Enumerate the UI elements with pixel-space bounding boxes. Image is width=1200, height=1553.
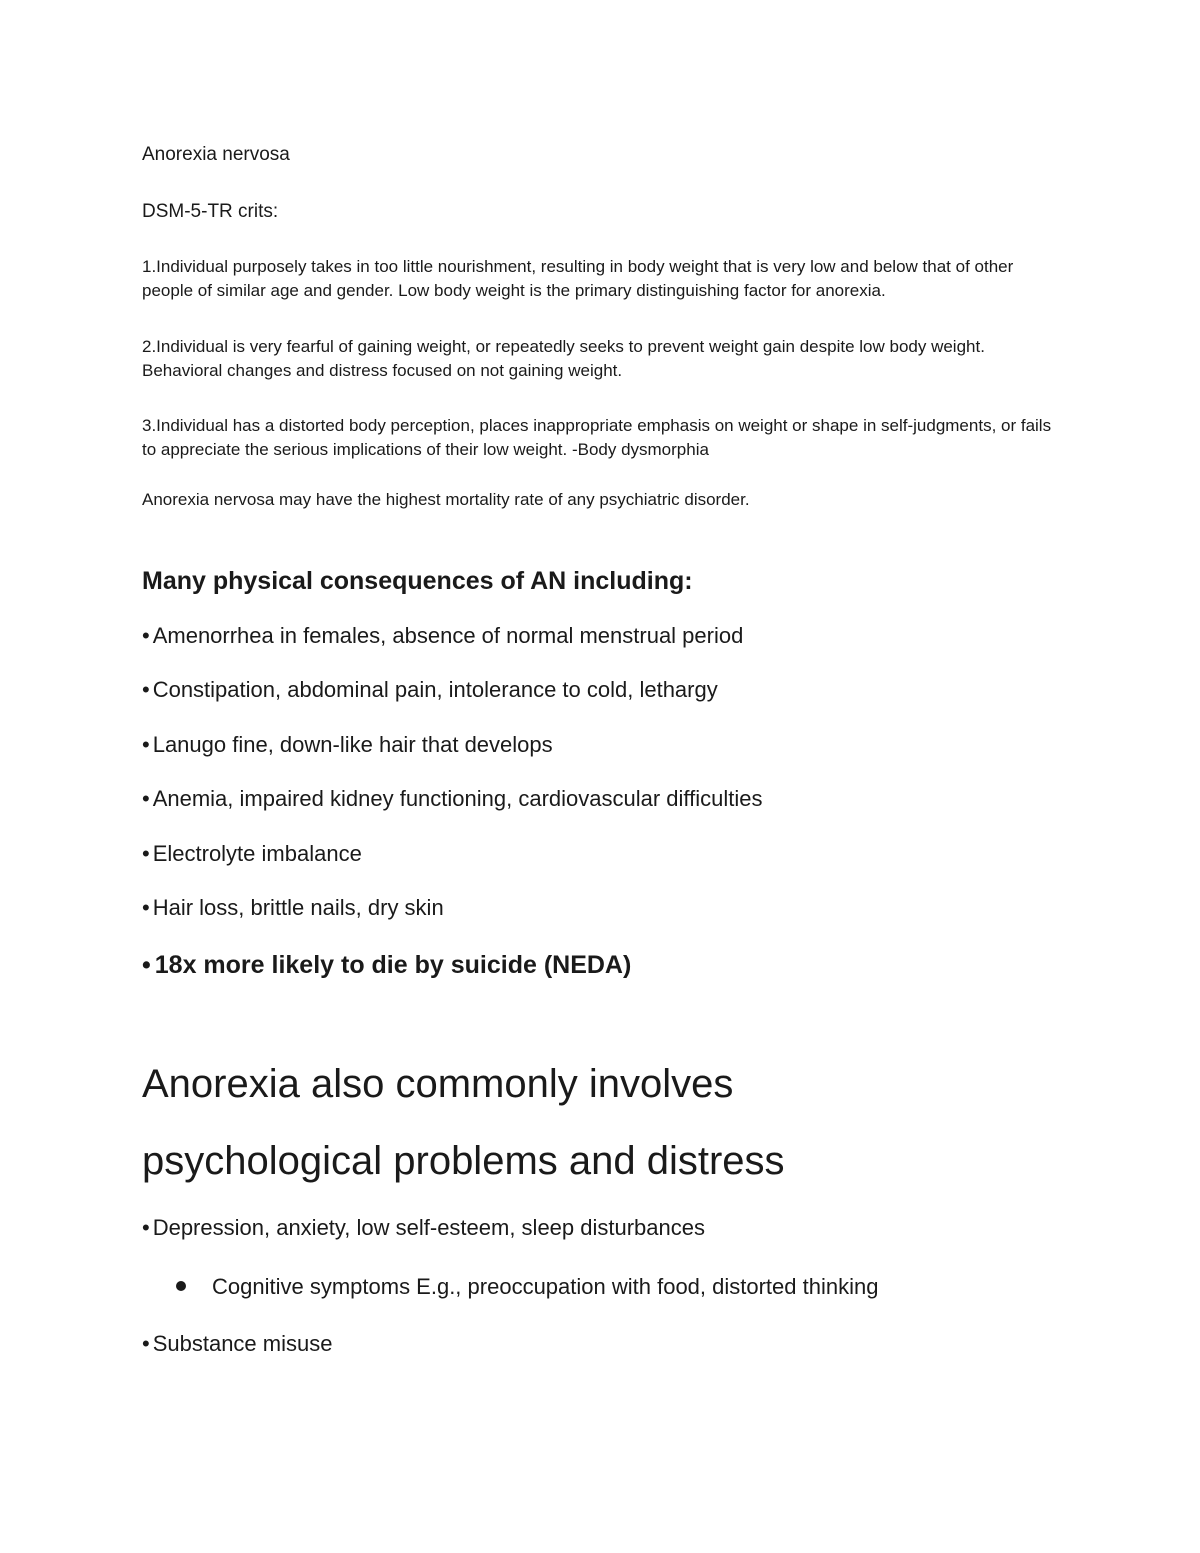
list-item: • Anemia, impaired kidney functioning, cardiovascular difficulties (142, 785, 763, 813)
list-item: • Lanugo fine, down-like hair that develops (142, 731, 553, 759)
bullet-dot-icon (176, 1281, 186, 1291)
suicide-item: • 18x more likely to die by suicide (NEDA) (142, 950, 631, 980)
list-item: • Hair loss, brittle nails, dry skin (142, 894, 444, 922)
sub-list-item-text: Cognitive symptoms E.g., preoccupation with food, distorted thinking (212, 1274, 879, 1299)
psych-heading-line-1: Anorexia also commonly involves (142, 1062, 734, 1106)
list-item: • Depression, anxiety, low self-esteem, sleep disturbances (142, 1214, 705, 1242)
list-item: • Constipation, abdominal pain, intolerance to cold, lethargy (142, 676, 718, 704)
psych-heading-line-2: psychological problems and distress (142, 1139, 785, 1183)
sub-list-item (176, 1273, 878, 1301)
list-item: • Substance misuse (142, 1330, 332, 1358)
criterion-3: 3.Individual has a distorted body perception, places inappropriate emphasis on weight or shape in self-judgments, or fails to appreciate the serious implications of their low weight. -Body dysmorphia (142, 416, 1052, 459)
physical-heading: Many physical consequences of AN including: (142, 567, 693, 595)
list-item: • Amenorrhea in females, absence of normal menstrual period (142, 622, 743, 650)
mortality-note: Anorexia nervosa may have the highest mortality rate of any psychiatric disorder. (142, 490, 750, 509)
criteria-heading: DSM-5-TR crits: (142, 201, 279, 222)
criterion-1: 1.Individual purposely takes in too little nourishment, resulting in body weight that is very low and below that of other people of similar age and gender. Low body weight is the primary distinguishing factor for anorexia. (142, 257, 1014, 300)
criterion-2: 2.Individual is very fearful of gaining weight, or repeatedly seeks to prevent weight gain despite low body weight. Behavioral changes and distress focused on not gaining weight. (142, 337, 985, 380)
list-item: • Electrolyte imbalance (142, 840, 362, 868)
doc-title: Anorexia nervosa (142, 144, 290, 165)
